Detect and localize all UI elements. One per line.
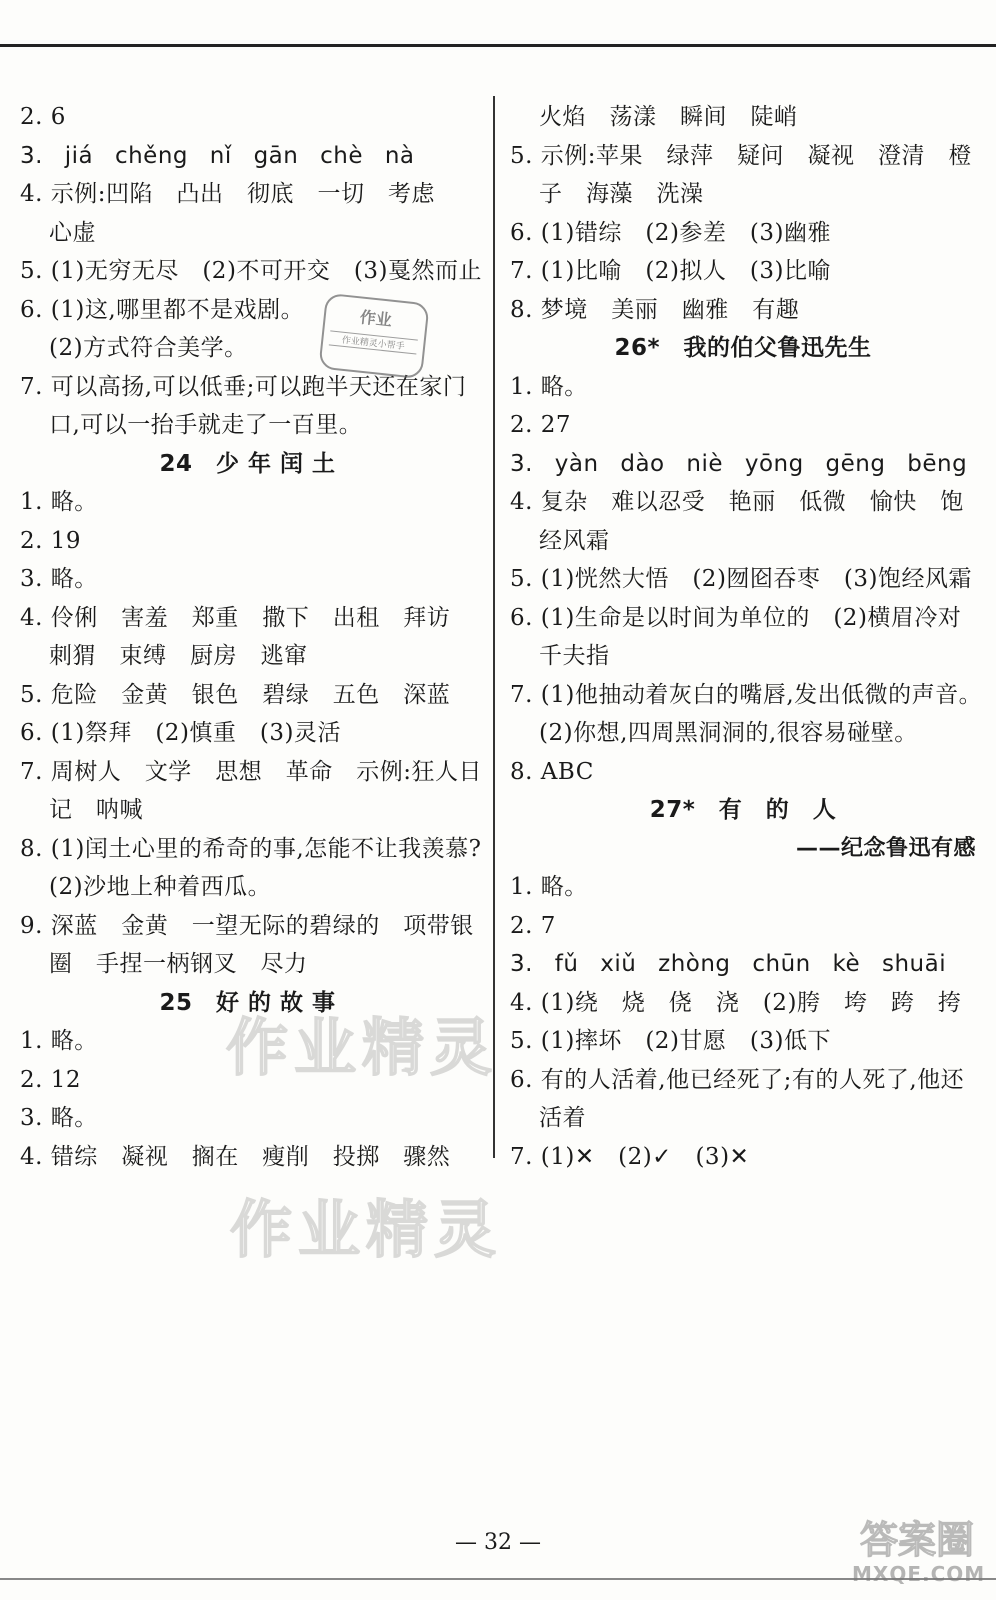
stamp-seal	[318, 293, 429, 379]
answer-line: (2)你想,四周黑洞洞的,很容易碰壁。	[539, 720, 918, 746]
answer-line: 1. 略。	[20, 489, 98, 515]
lesson-heading: 26* 我的伯父鲁迅先生	[614, 335, 872, 361]
logo-url: MXQE.COM	[852, 1562, 986, 1586]
answer-line: 心虚	[49, 219, 96, 246]
answer-line: 8. ABC	[510, 758, 594, 785]
stamp-title: 作业	[358, 307, 393, 330]
lesson-heading: 25 好 的 故 事	[159, 989, 336, 1016]
answer-line: 7. 周树人 文学 思想 革命 示例:狂人日	[20, 758, 483, 785]
answer-line: 3. fǔ xiǔ zhòng chūn kè shuāi	[510, 951, 947, 977]
answer-line: 圈 手捏一柄钢叉 尽力	[49, 951, 308, 977]
answer-line: 3. jiá chěng nǐ gān chè nà	[20, 142, 415, 169]
answer-line: 2. 7	[510, 912, 556, 939]
answer-line: 3. yàn dào niè yōng gēng bēng	[510, 450, 968, 477]
page-number: — 32 —	[455, 1530, 541, 1555]
answer-line: 5. (1)无穷无尽 (2)不可开交 (3)戛然而止	[20, 258, 482, 284]
answer-line: 火焰 荡漾 瞬间 陡峭	[539, 104, 798, 130]
answer-line: 6. (1)这,哪里都不是戏剧。	[20, 296, 305, 323]
answer-line: 7. 可以高扬,可以低垂;可以跑半天还在家门	[20, 373, 467, 400]
answer-line: 千夫指	[539, 643, 610, 669]
answer-line: 4. 伶俐 害羞 郑重 撒下 出租 拜访	[20, 604, 451, 631]
answer-line: 1. 略。	[510, 874, 588, 900]
answer-line: 2. 6	[20, 104, 66, 130]
answer-line: 5. (1)摔坏 (2)甘愿 (3)低下	[510, 1028, 831, 1054]
answer-line: 2. 19	[20, 527, 82, 554]
lesson-subheading: ——纪念鲁迅有感	[795, 835, 976, 861]
answer-line: 5. (1)恍然大悟 (2)囫囵吞枣 (3)饱经风霜	[510, 566, 972, 592]
answer-line: 6. (1)祭拜 (2)慎重 (3)灵活	[20, 720, 341, 746]
answer-line: 4. 示例:凹陷 凸出 彻底 一切 考虑	[20, 181, 436, 207]
answer-line: 3. 略。	[20, 566, 98, 592]
answer-line: 经风霜	[539, 527, 610, 554]
answer-line: 6. (1)生命是以时间为单位的 (2)横眉冷对	[510, 604, 962, 631]
answer-line: (2)方式符合美学。	[49, 335, 248, 361]
logo-text: 答案圈	[859, 1518, 974, 1562]
answer-line: 口,可以一抬手就走了一百里。	[49, 412, 363, 438]
answer-line: 4. (1)绕 烧 侥 浇 (2)胯 垮 跨 挎	[510, 989, 962, 1016]
answer-line: 7. (1)✕ (2)✓ (3)✕	[510, 1143, 750, 1170]
answer-line: 9. 深蓝 金黄 一望无际的碧绿的 项带银	[20, 912, 474, 939]
answer-line: 活着	[539, 1105, 586, 1131]
watermark: 作业精灵	[226, 1011, 499, 1084]
answer-line: 7. (1)他抽动着灰白的嘴唇,发出低微的声音。	[510, 681, 983, 708]
stamp-subtitle: 作业精灵小帮手	[329, 330, 418, 354]
answer-line: 记 呐喊	[49, 797, 143, 823]
answer-line: 6. (1)错综 (2)参差 (3)幽雅	[510, 219, 831, 246]
answer-line: 2. 12	[20, 1066, 82, 1093]
lesson-heading: 27* 有 的 人	[649, 797, 837, 823]
answer-line: (2)沙地上种着西瓜。	[49, 874, 272, 900]
bottom-rule	[0, 1578, 996, 1580]
answer-line: 1. 略。	[20, 1028, 98, 1054]
top-rule	[0, 44, 996, 47]
lesson-heading: 24 少 年 闰 土	[159, 450, 336, 477]
answer-line: 8. 梦境 美丽 幽雅 有趣	[510, 296, 800, 323]
answer-line: 8. (1)闰土心里的希奇的事,怎能不让我羡慕?	[20, 835, 482, 862]
answer-line: 子 海藻 洗澡	[539, 181, 704, 207]
answer-line: 7. (1)比喻 (2)拟人 (3)比喻	[510, 258, 831, 284]
answer-line: 5. 危险 金黄 银色 碧绿 五色 深蓝	[20, 681, 451, 708]
answer-line: 刺猬 束缚 厨房 逃窜	[49, 643, 308, 669]
answer-line: 4. 错综 凝视 搁在 瘦削 投掷 骤然	[20, 1143, 451, 1170]
site-logo	[852, 1518, 986, 1592]
watermark: 作业精灵	[230, 1193, 503, 1266]
answer-line: 1. 略。	[510, 373, 588, 400]
answer-line: 6. 有的人活着,他已经死了;有的人死了,他还	[510, 1066, 965, 1093]
answer-line: 5. 示例:苹果 绿萍 疑问 凝视 澄清 橙	[510, 142, 973, 169]
answer-line: 4. 复杂 难以忍受 艳丽 低微 愉快 饱	[510, 489, 964, 515]
right-column	[510, 98, 983, 1176]
answer-line: 2. 27	[510, 412, 572, 438]
answer-line: 3. 略。	[20, 1105, 98, 1131]
